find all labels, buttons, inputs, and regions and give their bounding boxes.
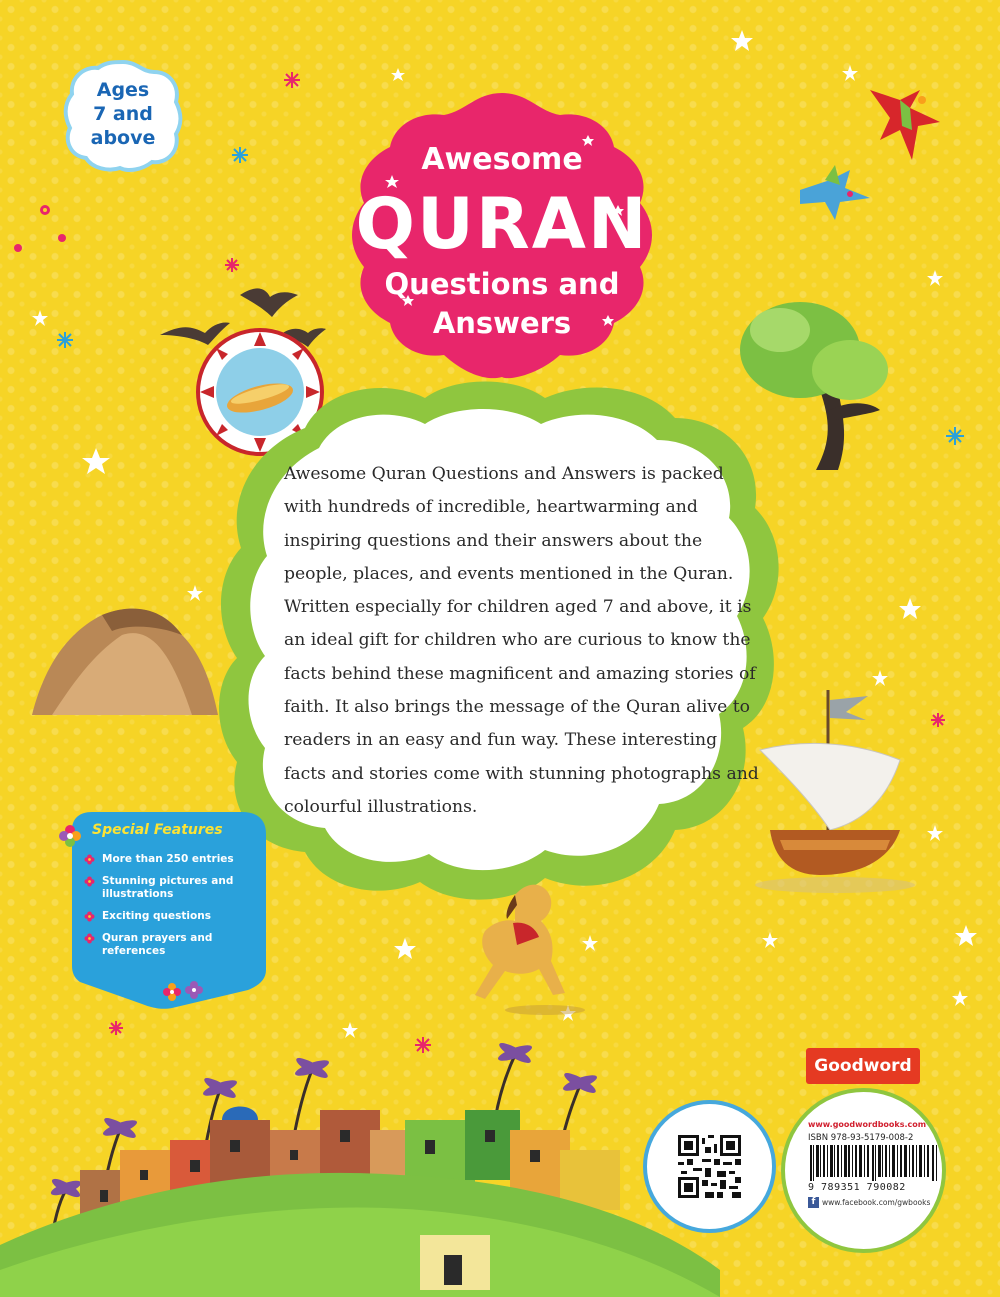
feature-label: Exciting questions (102, 910, 211, 922)
ages-label (62, 78, 184, 150)
publisher-logo: Goodword (806, 1048, 920, 1084)
ship-illustration (750, 690, 920, 900)
flower-cluster-icon (160, 978, 210, 1008)
feature-label: More than 250 entries (102, 853, 234, 865)
flower-bullet-icon (84, 911, 95, 922)
birds-illustration (790, 60, 970, 240)
horse-illustration (455, 875, 600, 1020)
facebook-icon: f (808, 1197, 819, 1208)
feature-item (84, 853, 264, 866)
ages-line-3: above (90, 127, 156, 149)
qr-code-icon (678, 1135, 741, 1198)
flower-bullet-icon (84, 854, 95, 865)
facebook-link: www.facebook.com/gwbooks (822, 1198, 931, 1207)
special-features-title: Special Features (92, 822, 223, 838)
special-features-list (84, 853, 264, 967)
title-subtitle-line-2: Answers (432, 306, 572, 340)
title-awesome: Awesome (421, 142, 583, 177)
feature-item (84, 932, 264, 958)
isbn-number: ISBN 978-93-5179-008-2 (808, 1133, 914, 1143)
feature-label: Quran prayers and references (102, 932, 213, 957)
title-quran: QURAN (355, 183, 649, 265)
feature-label: Stunning pictures and illustrations (102, 875, 234, 900)
small-flower-icons (14, 205, 66, 252)
title-subtitle-line-1: Questions and (384, 267, 620, 301)
flower-bullet-icon (84, 933, 95, 944)
village-hill-illustration (0, 1040, 720, 1297)
feature-item (84, 875, 264, 901)
ages-line-2: 7 and (93, 103, 153, 125)
feature-item (84, 910, 264, 923)
barcode-icon (810, 1145, 942, 1181)
barcode-digits: 9 789351 790082 (808, 1182, 906, 1193)
rock-mountain-illustration (22, 595, 222, 730)
ages-line-1: Ages (96, 79, 150, 101)
publisher-website: www.goodwordbooks.com (808, 1120, 927, 1129)
book-description: Awesome Quran Questions and Answers is packed with hundreds of incredible, heartwarming and inspiring questions and their answers about the people, places, and events mentioned in the Quran. Written especially for children aged 7 and above, it is an ideal gift for children who are curious to know the facts behind these magnificent and amazing stories of faith. It also brings the message of the Quran alive to readers in an easy and fun way. These interesting facts and stories come with stunning photographs and colourful illustrations. (284, 464, 759, 817)
flower-bullet-icon (84, 876, 95, 887)
